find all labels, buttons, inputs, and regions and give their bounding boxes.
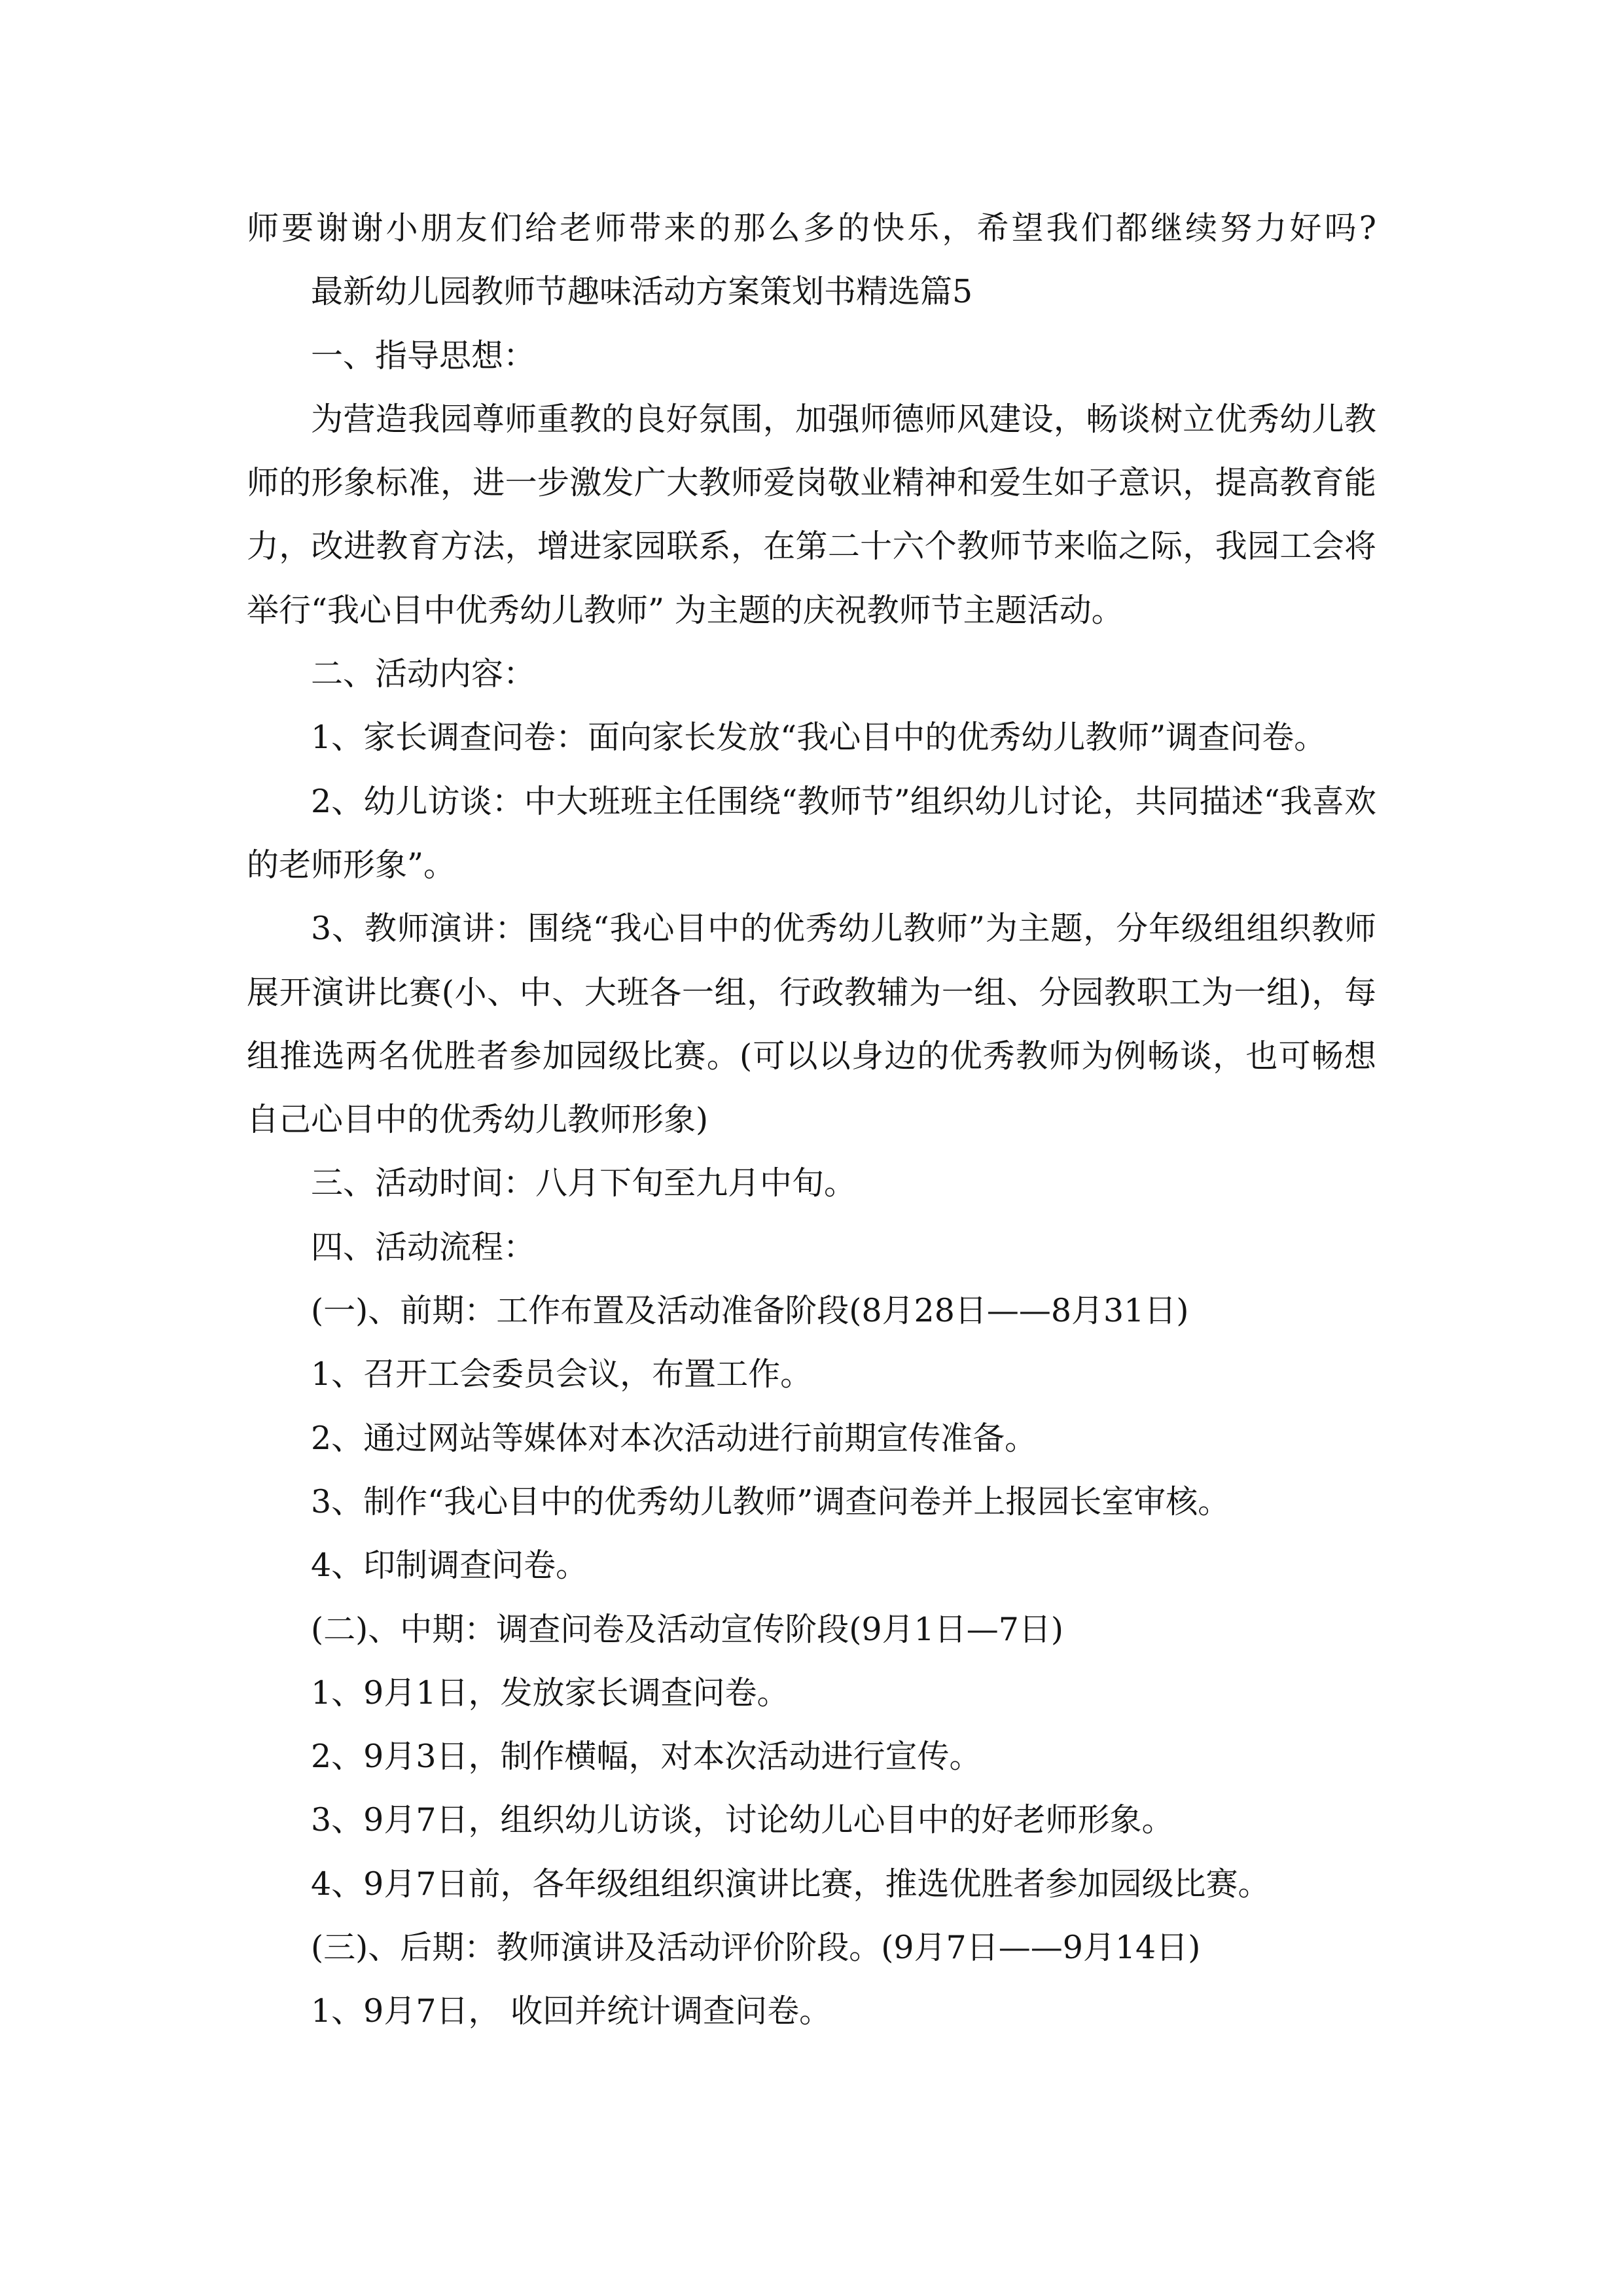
paragraph-guiding-thought: 为营造我园尊师重教的良好氛围，加强师德师风建设，畅谈树立优秀幼儿教师的形象标准，进一步激发广大教师爱岗敬业精神和爱生如子意识，提高教育能力，改进教育方法，增进家园联系，在第二十六个教师节来临之际，我园工会将举行“我心目中优秀幼儿教师” 为主题的庆祝教师节主题活动。 [247,400,1376,629]
subheading-middle-stage: (二)、中期：调查问卷及活动宣传阶段(9月1日—7日) [311,1610,1063,1648]
subheading-late-stage: (三)、后期：教师演讲及活动评价阶段。(9月7日——9月14日) [311,1929,1201,1967]
document-body [247,196,1376,2043]
list-item: 1、家长调查问卷：面向家长发放“我心目中的优秀幼儿教师”调查问卷。 [311,719,1327,757]
heading-activity-process: 四、活动流程： [311,1228,536,1266]
list-item: 1、召开工会委员会议，布置工作。 [311,1355,813,1393]
list-item: 1、9月7日， 收回并统计调查问卷。 [311,1992,832,2030]
list-item: 3、制作“我心目中的优秀幼儿教师”调查问卷并上报园长室审核。 [311,1482,1230,1520]
list-item: 4、印制调查问卷。 [311,1547,588,1585]
heading-activity-time: 三、活动时间：八月下旬至九月中旬。 [311,1164,857,1202]
list-item: 2、幼儿访谈：中大班班主任围绕“教师节”组织幼儿讨论，共同描述“我喜欢的老师形象”。 [247,782,1376,884]
section-title: 最新幼儿园教师节趣味活动方案策划书精选篇5 [311,273,973,311]
list-item: 2、9月3日，制作横幅，对本次活动进行宣传。 [311,1738,982,1776]
paragraph-continuation: 师要谢谢小朋友们给老师带来的那么多的快乐，希望我们都继续努力好吗? [247,209,1376,247]
subheading-early-stage: (一)、前期：工作布置及活动准备阶段(8月28日——8月31日) [311,1292,1189,1330]
heading-activity-content: 二、活动内容： [311,655,536,693]
list-item: 2、通过网站等媒体对本次活动进行前期宣传准备。 [311,1419,1037,1457]
list-item: 3、9月7日，组织幼儿访谈，讨论幼儿心目中的好老师形象。 [311,1801,1174,1839]
list-item: 3、教师演讲：围绕“我心目中的优秀幼儿教师”为主题，分年级组组织教师展开演讲比赛(小、中、大班各一组，行政教辅为一组、分园教职工为一组)，每组推选两名优胜者参加园级比赛。(可以以身边的优秀教师为例畅谈，也可畅想自己心目中的优秀幼儿教师形象) [247,910,1377,1139]
list-item: 4、9月7日前，各年级组组织演讲比赛，推选优胜者参加园级比赛。 [311,1865,1270,1903]
list-item: 1、9月1日，发放家长调查问卷。 [311,1674,789,1712]
heading-guiding-thought: 一、指导思想： [311,336,536,374]
